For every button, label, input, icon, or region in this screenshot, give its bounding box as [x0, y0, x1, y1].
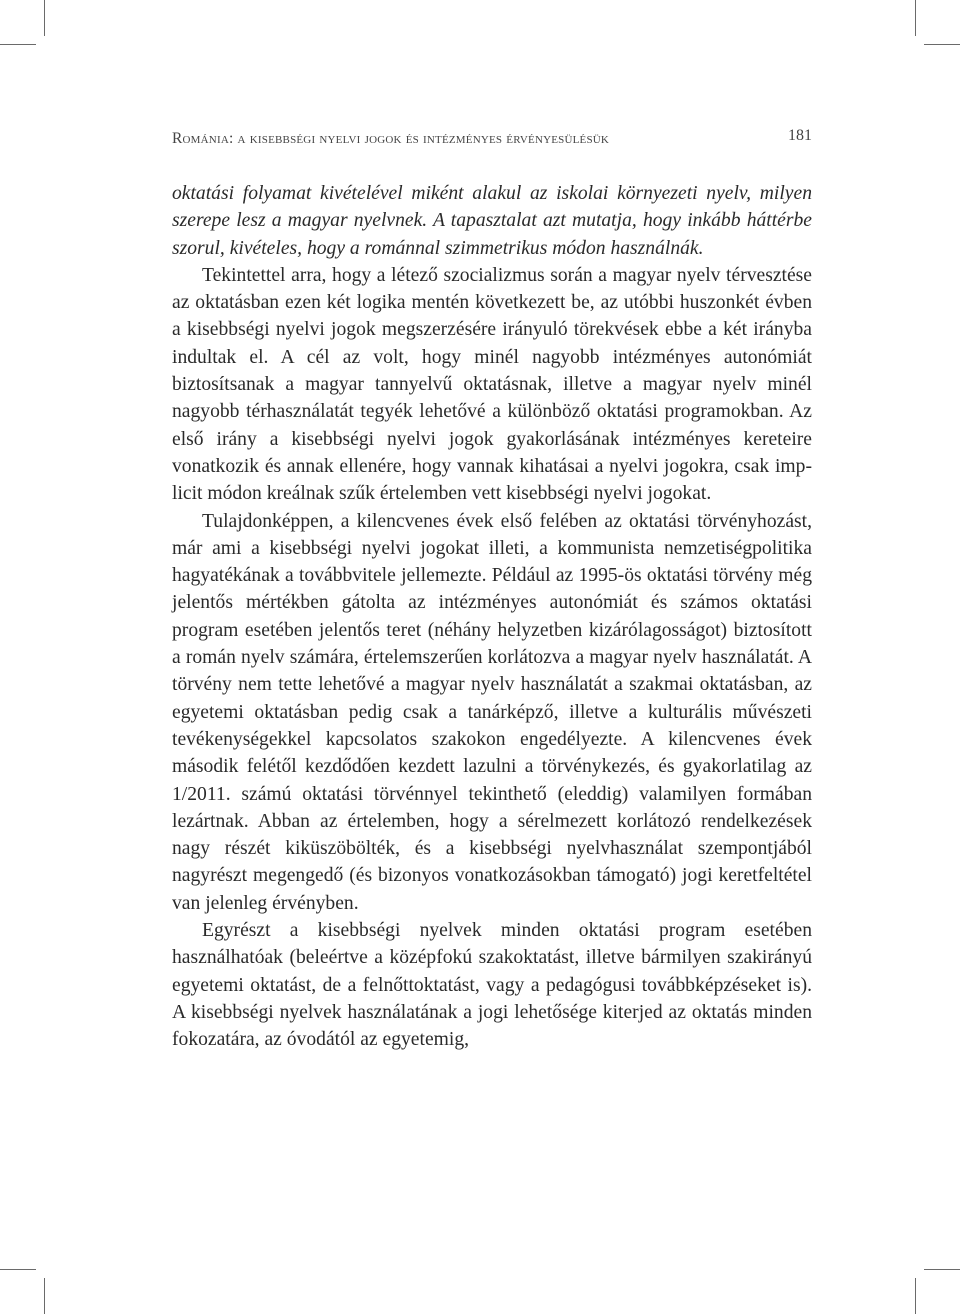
- body-text: [172, 180, 812, 1054]
- crop-mark-top-left: [44, 0, 45, 36]
- crop-mark-bottom-right-h: [924, 1269, 960, 1270]
- paragraph-continuation: oktatási folyamat kivételével miként alakul az iskolai környezeti nyelv, milyen szerepe lesz a magyar nyelvnek. A tapasztalat azt mutatja, hogy inkább háttérbe szorul, kivételes, hogy a románnal szimmetrikus módon használnák.: [172, 183, 812, 259]
- crop-mark-bottom-left-h: [0, 1269, 36, 1270]
- crop-mark-top-right-h: [924, 44, 960, 45]
- paragraph: Egyrészt a kisebbségi nyelvek minden oktatási program esetében használhatóak (beleértve a középfokú szakoktatást, illetve bármilyen szakirányú egyetemi oktatást, de a felnőttoktatást, vagy a pedagógusi továbbképzéseket is). A kisebbségi nyelvek használatának a jogi lehetősége kiterjed az oktatás minden fokozatára, az óvodától az egyetemig,: [172, 920, 812, 1051]
- running-head: Románia: a kisebbségi nyelvi jogok és intézményes érvényesülésük: [172, 130, 610, 147]
- paragraph: Tulajdonképpen, a kilencvenes évek első felében az oktatási törvényhozást, már ami a kisebbségi nyelvi jogokat illeti, a kommunista nemzetiségpolitika hagyatékának a továbbvitele jellemezte. Például az 1995-ös oktatási törvény még jelentős mértékben gátolta az intézményes autonómiát és számos oktatási program esetében jelentős teret (néhány helyzetben kizárólagosságot) biztosított a román nyelv számára, értelemszerűen korlátozva a magyar nyelv használatát. A törvény nem tette lehetővé a magyar nyelv használatát a szakmai oktatásban, az egyetemi oktatásban pedig csak a tanárképző, illetve a kulturális művészeti tevékenységekkel kapcsolatos szakokon engedélyezte. A kilencvenes évek második felétől kezdődően kezdett lazulni a törvénykezés, és gyakorlatilag az 1/2011. számú oktatási törvénnyel tekinthető (eleddig) valamilyen formában lezártnak. Abban az értelemben, hogy a sérelmezett korlátozó rendelkezések nagy részét kiküszöbölték, és a kisebbségi nyelvhasználat szempontjából nagyrészt megengedő (és bizonyos vonatkozásokban támogató) jogi keretfeltétel van jelenleg érvényben.: [172, 510, 812, 914]
- paragraph: Tekintettel arra, hogy a létező szocializmus során a magyar nyelv térvesztése az oktatásban ezen két logika mentén következett be, az utóbbi huszonkét évben a kisebbségi nyelvi jogok megszerzésére irányuló törekvések ebbe a két irányba indultak el. A cél az volt, hogy minél nagyobb intézményes autonómiát biztosítsanak a magyar tannyelvű oktatásnak, illetve a magyar nyelv minél nagyobb térhasználatát tegyék lehetővé a különböző oktatási programokban. Az első irány a kisebbségi nyelvi jogok gyakorlásának intézményes kereteire vonatkozik és annak ellenére, hogy vannak kihatásai a nyelvi jogokra, csak implicit módon kreálnak szűk értelemben vett kisebbségi nyelvi jogokat.: [172, 264, 812, 505]
- page-number: 181: [788, 127, 812, 144]
- crop-mark-top-left-h: [0, 44, 36, 45]
- crop-mark-bottom-right: [915, 1278, 916, 1314]
- crop-mark-bottom-left: [44, 1278, 45, 1314]
- crop-mark-top-right: [915, 0, 916, 36]
